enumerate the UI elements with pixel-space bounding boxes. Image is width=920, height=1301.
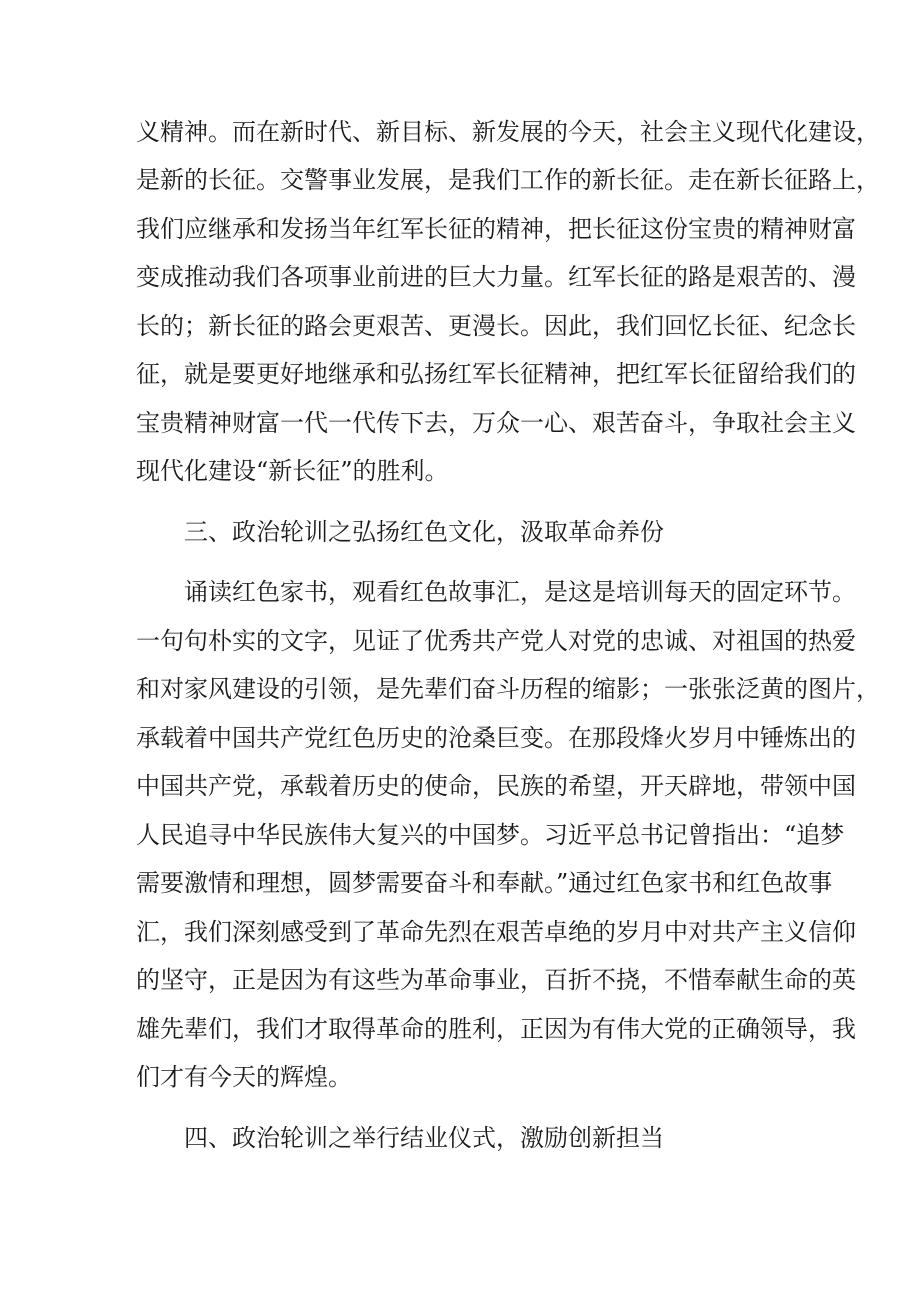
- paragraph-2-first-line: 诵读红色家书，观看红色故事汇，是这是培训每天的固定环节。: [184, 578, 856, 606]
- section-heading-3: 三、政治轮训之弘扬红色文化，汲取革命养份: [184, 518, 664, 546]
- paragraph-2-line: 的坚守，正是因为有这些为革命事业，百折不挠，不惜奉献生命的英: [136, 966, 856, 994]
- paragraph-1-line: 变成推动我们各项事业前进的巨大力量。红军长征的路是艰苦的、漫: [136, 263, 856, 291]
- paragraph-2-line: 需要激情和理想，圆梦需要奋斗和奉献。”通过红色家书和红色故事: [136, 869, 833, 897]
- paragraph-2-line: 雄先辈们，我们才取得革命的胜利，正因为有伟大党的正确领导，我: [136, 1015, 856, 1043]
- paragraph-1-last-line: 现代化建设“新长征”的胜利。: [136, 457, 449, 485]
- paragraph-1-line: 是新的长征。交警事业发展，是我们工作的新长征。走在新长征路上，: [136, 166, 880, 194]
- paragraph-1-line: 征，就是要更好地继承和弘扬红军长征精神，把红军长征留给我们的: [136, 360, 856, 388]
- paragraph-1-line: 长的；新长征的路会更艰苦、更漫长。因此，我们回忆长征、纪念长: [136, 312, 856, 340]
- paragraph-1-line: 义精神。而在新时代、新目标、新发展的今天，社会主义现代化建设，: [136, 118, 880, 146]
- paragraph-2-line: 和对家风建设的引领，是先辈们奋斗历程的缩影；一张张泛黄的图片，: [136, 675, 880, 703]
- paragraph-2-last-line: 们才有今天的辉煌。: [136, 1063, 352, 1091]
- paragraph-2-line: 汇，我们深刻感受到了革命先烈在艰苦卓绝的岁月中对共产主义信仰: [136, 918, 856, 946]
- paragraph-1-line: 宝贵精神财富一代一代传下去，万众一心、艰苦奋斗，争取社会主义: [136, 409, 856, 437]
- section-heading-4: 四、政治轮训之举行结业仪式，激励创新担当: [184, 1124, 664, 1152]
- paragraph-2-line: 一句句朴实的文字，见证了优秀共产党人对党的忠诚、对祖国的热爱: [136, 627, 856, 655]
- paragraph-2-line: 承载着中国共产党红色历史的沧桑巨变。在那段烽火岁月中锤炼出的: [136, 724, 856, 752]
- paragraph-1-line: 我们应继承和发扬当年红军长征的精神，把长征这份宝贵的精神财富: [136, 215, 856, 243]
- paragraph-2-line: 中国共产党，承载着历史的使命，民族的希望，开天辟地，带领中国: [136, 772, 856, 800]
- paragraph-2-line: 人民追寻中华民族伟大复兴的中国梦。习近平总书记曾指出：“追梦: [136, 821, 845, 849]
